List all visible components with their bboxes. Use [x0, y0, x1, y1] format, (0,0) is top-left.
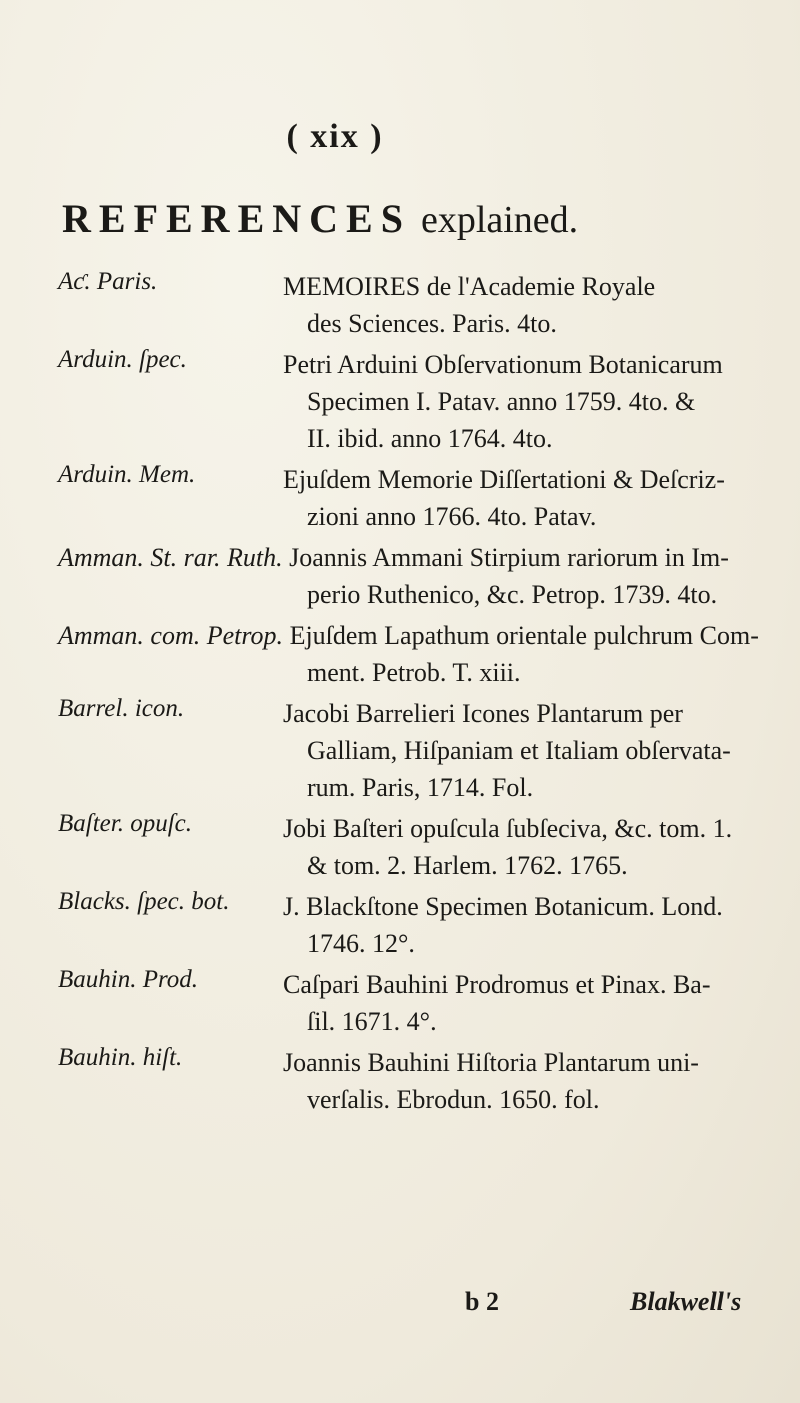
catchword: Blakwell's — [630, 1287, 742, 1316]
reference-abbreviation: Amman. St. rar. Ruth. — [58, 543, 283, 572]
reference-entry — [0, 888, 800, 962]
reference-text — [58, 539, 753, 613]
reference-text — [283, 268, 753, 342]
page-heading — [62, 195, 762, 242]
reference-line: perio Ruthenico, &c. Petrop. 1739. 4to. — [307, 580, 718, 609]
reference-line: 1746. 12°. — [307, 929, 415, 958]
reference-line: zioni anno 1766. 4to. Patav. — [307, 502, 597, 531]
reference-abbreviation: Blacks. ſpec. bot. — [58, 888, 230, 915]
reference-text — [283, 461, 753, 535]
reference-line-text: Ejuſdem Lapathum orientale pulchrum Com- — [289, 621, 759, 650]
reference-abbreviation: Bauhin. hiſt. — [58, 1044, 183, 1071]
reference-entry — [0, 346, 800, 457]
reference-line: des Sciences. Paris. 4to. — [307, 309, 557, 338]
reference-line: Ejuſdem Memorie Diſſertationi & Deſcriz- — [283, 465, 725, 494]
reference-entry — [0, 617, 800, 691]
reference-abbreviation: Bauhin. Prod. — [58, 966, 199, 993]
reference-abbreviation: Baſter. opuſc. — [58, 810, 193, 837]
reference-list — [0, 268, 800, 1122]
reference-line: MEMOIRES de l'Academie Royale — [283, 272, 656, 301]
reference-text — [283, 695, 753, 806]
reference-line: II. ibid. anno 1764. 4to. — [307, 424, 553, 453]
reference-line — [58, 539, 753, 576]
reference-entry — [0, 1044, 800, 1118]
reference-line: Jacobi Barrelieri Icones Plantarum per — [283, 699, 683, 728]
reference-text — [283, 346, 753, 457]
reference-line-text: Joannis Ammani Stirpium rariorum in Im- — [289, 543, 729, 572]
reference-line: & tom. 2. Harlem. 1762. 1765. — [307, 851, 628, 880]
reference-line: Joannis Bauhini Hiſtoria Plantarum uni- — [283, 1048, 699, 1077]
reference-line: ſil. 1671. 4°. — [307, 1007, 437, 1036]
reference-abbreviation: Arduin. Mem. — [58, 461, 196, 488]
heading-rest: explained. — [420, 199, 579, 241]
reference-text — [283, 888, 753, 962]
reference-text — [283, 810, 753, 884]
reference-line: verſalis. Ebrodun. 1650. fol. — [307, 1085, 600, 1114]
reference-text — [58, 617, 759, 691]
reference-abbreviation: Arduin. ſpec. — [58, 346, 187, 373]
heading-caps: REFERENCES — [62, 196, 411, 241]
reference-line: Specimen I. Patav. anno 1759. 4to. & — [307, 387, 696, 416]
reference-entry — [0, 461, 800, 535]
reference-text — [283, 966, 753, 1040]
reference-line: Galliam, Hiſpaniam et Italiam obſervata- — [307, 736, 731, 765]
page-number: ( xix ) — [286, 118, 384, 155]
reference-line: J. Blackſtone Specimen Botanicum. Lond. — [283, 892, 723, 921]
reference-abbreviation: Aƈ. Paris. — [58, 268, 158, 295]
reference-entry — [0, 810, 800, 884]
reference-abbreviation: Barrel. icon. — [58, 695, 185, 722]
reference-line: Petri Arduini Obſervationum Botanicarum — [283, 350, 723, 379]
reference-line: ment. Petrob. T. xiii. — [307, 658, 521, 687]
reference-text — [283, 1044, 753, 1118]
signature-mark: b 2 — [465, 1287, 499, 1316]
reference-entry — [0, 695, 800, 806]
reference-line: Jobi Baſteri opuſcula ſubſeciva, &c. tom. 1. — [283, 814, 733, 843]
reference-entry — [0, 539, 800, 613]
reference-line: Caſpari Bauhini Prodromus et Pinax. Ba- — [283, 970, 711, 999]
reference-line — [58, 617, 759, 654]
reference-abbreviation: Amman. com. Petrop. — [58, 621, 284, 650]
page-footer — [0, 1287, 800, 1327]
reference-entry — [0, 268, 800, 342]
reference-line: rum. Paris, 1714. Fol. — [307, 773, 534, 802]
reference-entry — [0, 966, 800, 1040]
